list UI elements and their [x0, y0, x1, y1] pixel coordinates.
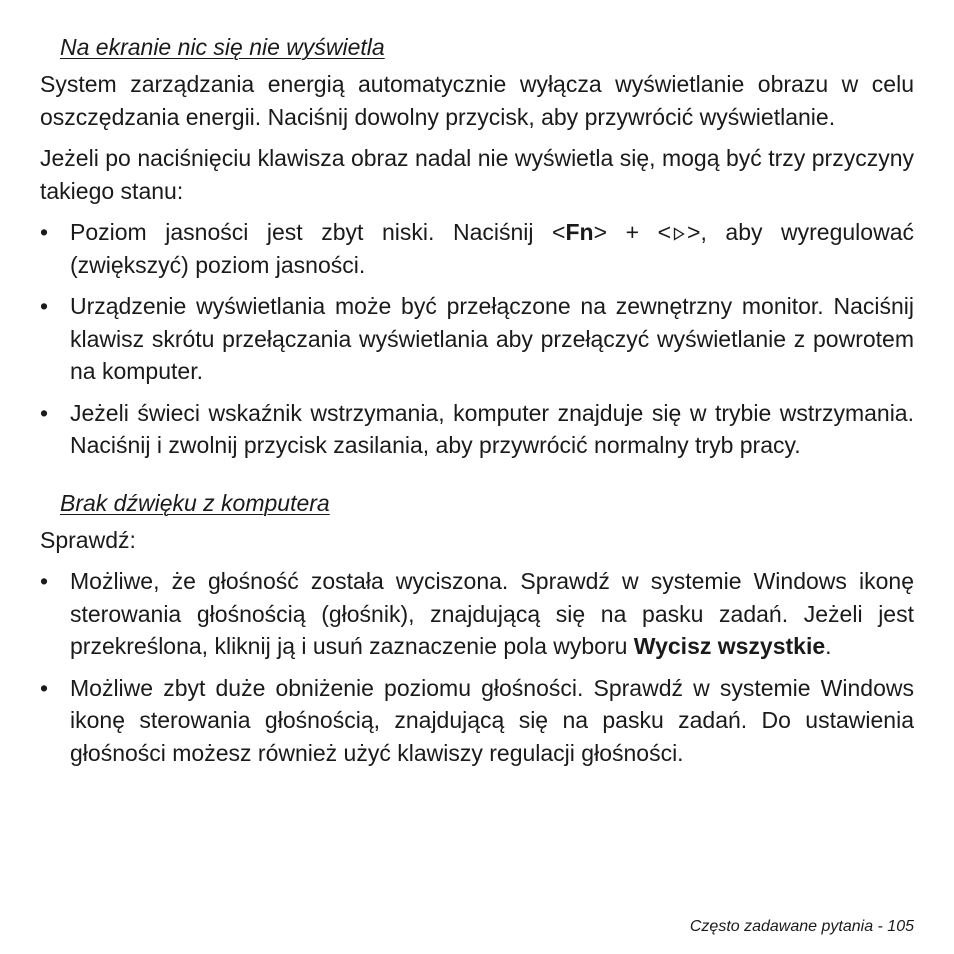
- bullet-marker: •: [40, 674, 49, 701]
- bullet-marker: •: [40, 293, 49, 319]
- brightness-text-suffix: >, aby wyregulować (zwiększyć) poziom jasności.: [70, 219, 914, 278]
- bullet-marker: •: [40, 568, 49, 594]
- list-item-external-monitor: [40, 290, 914, 388]
- triangle-right-icon: [673, 227, 685, 241]
- paragraph-power-management: System zarządzania energią automatycznie wyłącza wyświetlanie obrazu w celu oszczędzania energii. Naciśnij dowolny przycisk, aby przywrócić wyświetlanie.: [40, 71, 914, 130]
- bullet-marker: •: [40, 219, 49, 245]
- section-title-no-sound: Brak dźwięku z komputera: [60, 489, 330, 516]
- page-content: [40, 32, 914, 778]
- paragraph-check: Sprawdź:: [40, 526, 136, 553]
- list-item-low-volume: [40, 672, 914, 770]
- fn-key-label: Fn: [565, 219, 594, 245]
- mute-all-label: Wycisz wszystkie: [633, 633, 826, 659]
- brightness-text-prefix: Poziom jasności jest zbyt niski. Naciśnij <: [70, 219, 566, 245]
- low-volume-text: Możliwe zbyt duże obniżenie poziomu głośności. Sprawdź w systemie Windows ikonę sterowania głośnością, znajdującą się na pasku zadań. Do ustawienia głośności możesz również użyć klawiszy regulacji głośności.: [70, 674, 914, 766]
- muted-text-end: .: [825, 633, 832, 659]
- display-causes-list: [40, 216, 914, 462]
- list-item-brightness: [40, 216, 914, 281]
- list-item-sleep-indicator: [40, 397, 914, 462]
- page-footer: Często zadawane pytania - 105: [689, 918, 914, 935]
- paragraph-three-causes: Jeżeli po naciśnięciu klawisza obraz nadal nie wyświetla się, mogą być trzy przyczyny takiego stanu:: [40, 145, 914, 204]
- external-monitor-text: Urządzenie wyświetlania może być przełączone na zewnętrzny monitor. Naciśnij klawisz skrótu przełączania wyświetlania aby przełączyć wyświetlanie z powrotem na komputer.: [70, 293, 914, 384]
- bullet-marker: •: [40, 399, 49, 426]
- list-item-muted: [40, 565, 914, 663]
- sound-causes-list: [40, 565, 914, 769]
- brightness-text-middle: > + <: [593, 219, 672, 245]
- muted-text: Możliwe, że głośność została wyciszona. Sprawdź w systemie Windows ikonę sterowania głośnością (głośnik), znajdującą się na pasku zadań. Jeżeli jest przekreślona, kliknij ją i usuń zaznaczenie pola wyboru: [70, 568, 914, 659]
- sleep-indicator-text: Jeżeli świeci wskaźnik wstrzymania, komputer znajduje się w trybie wstrzymania. Naciśnij i zwolnij przycisk zasilania, aby przywrócić normalny tryb pracy.: [70, 399, 914, 458]
- section-title-no-display: Na ekranie nic się nie wyświetla: [60, 34, 385, 60]
